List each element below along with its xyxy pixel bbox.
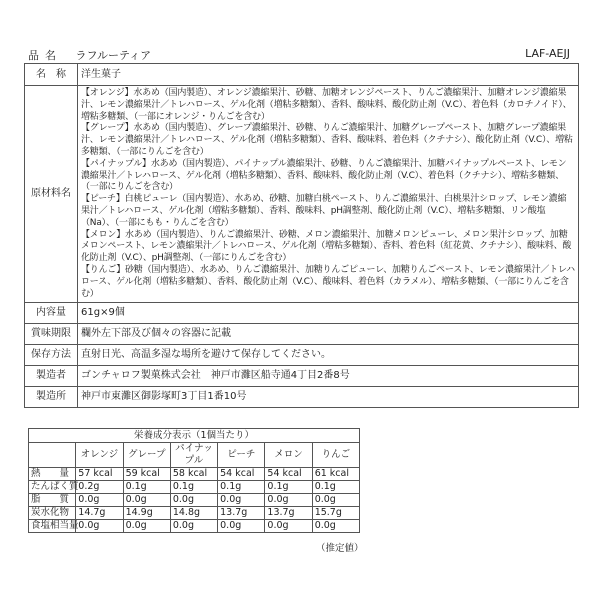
nutrition-col-orange: オレンジ [76, 443, 123, 468]
storage-label: 保存方法 [25, 345, 78, 366]
nutrition-cell: 0.2g [76, 481, 123, 494]
product-name-label: 品名 [28, 49, 62, 62]
nutrition-col-melon: メロン [265, 443, 312, 468]
maker-label: 製造者 [25, 366, 78, 387]
spec-row-ingredients [25, 86, 579, 303]
spec-row-expiry [25, 324, 579, 345]
ingredients-orange: 【オレンジ】水あめ（国内製造）、オレンジ濃縮果汁、砂糖、加糖オレンジペースト、りんご濃縮果汁、加糖オレンジ濃縮果汁、レモン濃縮果汁／トレハロース、ゲル化剤（増粘多糖類）、香料、酸味料、酸化防止剤（V.C）、着色料（カロチノイド）、増粘多糖類、（一部にオレンジ・りんごを含む） [81, 88, 572, 122]
spec-table [24, 63, 579, 408]
nutrition-note: （推定値） [316, 543, 364, 554]
nutrition-cell: 14.9g [123, 507, 170, 520]
spec-row-maker [25, 366, 579, 387]
nutrition-cell: 0.0g [76, 494, 123, 507]
nutrition-row-carbs [29, 507, 360, 520]
expiry-label: 賞味期限 [25, 324, 78, 345]
ingredients-apple: 【りんご】砂糖（国内製造）、水あめ、りんご濃縮果汁、加糖りんごピューレ、加糖りんごペースト、レモン濃縮果汁／トレハロース、ゲル化剤（増粘多糖類）、香料、酸化防止剤（V.C）、酸味料、着色料（カラメル）、増粘多糖類、（一部にりんごを含む） [81, 264, 575, 299]
nutrition-cell: 54 kcal [265, 468, 312, 481]
nutrition-cell: 0.1g [218, 481, 265, 494]
maker-value: ゴンチャロフ製菓株式会社 神戸市灘区船寺通4丁目2番8号 [78, 366, 579, 387]
nutrition-cell: 57 kcal [76, 468, 123, 481]
product-code: LAF-AEJJ [525, 47, 570, 60]
nutrition-row-protein [29, 481, 360, 494]
ingredients-label: 原材料名 [25, 86, 78, 303]
spec-row-storage [25, 345, 579, 366]
nutrition-row-energy [29, 468, 360, 481]
nutrition-col-peach: ピーチ [218, 443, 265, 468]
plant-value: 神戸市東灘区御影塚町3丁目1番10号 [78, 387, 579, 408]
nutrition-cell: 54 kcal [218, 468, 265, 481]
ingredients-peach: 【ピーチ】白桃ピューレ（国内製造）、水あめ、砂糖、加糖白桃ペースト、りんご濃縮果汁、白桃果汁シロップ、レモン濃縮果汁／トレハロース、ゲル化剤（増粘多糖類）、香料、酸味料、pH調整剤、酸化防止剤（V.C）、増粘多糖類、リン酸塩（Na）、（一部にもも・りんごを含む） [81, 194, 567, 228]
nutrition-corner [29, 443, 76, 468]
product-header [28, 47, 151, 63]
nutrition-cell: 59 kcal [123, 468, 170, 481]
nutrition-title: 栄養成分表示（1個当たり） [29, 429, 360, 443]
nutrition-cell: 0.0g [265, 494, 312, 507]
nutrition-cell: 61 kcal [312, 468, 359, 481]
nutrition-cell: 58 kcal [170, 468, 217, 481]
nutrition-cell: 0.0g [170, 520, 217, 533]
spec-row-content [25, 303, 579, 324]
storage-value: 直射日光、高温多湿な場所を避けて保存してください。 [78, 345, 579, 366]
nutrition-cell: 0.1g [123, 481, 170, 494]
spec-row-plant [25, 387, 579, 408]
nutrition-cell: 14.8g [170, 507, 217, 520]
name-label: 名 称 [25, 64, 78, 86]
nutrition-table [28, 428, 360, 533]
name-value: 洋生菓子 [78, 64, 579, 86]
nutrition-cell: 0.0g [312, 520, 359, 533]
ingredients-grape: 【グレープ】水あめ（国内製造）、グレープ濃縮果汁、砂糖、りんご濃縮果汁、加糖グレープペースト、加糖グレープ濃縮果汁、レモン濃縮果汁／トレハロース、ゲル化剤（増粘多糖類）、香料、酸味料、着色料（クチナシ）、酸化防止剤（V.C）、増粘多糖類、（一部にりんごを含む） [81, 123, 573, 157]
nutrition-cell: 0.0g [170, 494, 217, 507]
expiry-value: 欄外左下部及び個々の容器に記載 [78, 324, 579, 345]
nutrition-cell: 0.0g [76, 520, 123, 533]
ingredients-value [78, 86, 579, 303]
nutrition-cell: 0.0g [218, 520, 265, 533]
content-value: 61g×9個 [78, 303, 579, 324]
product-name: ラフルーティア [75, 49, 152, 62]
nutrition-col-grape: グレープ [123, 443, 170, 468]
nutrition-row-salt [29, 520, 360, 533]
nutrition-cell: 0.1g [312, 481, 359, 494]
nutrition-row-label: たんぱく質 [29, 481, 76, 494]
plant-label: 製造所 [25, 387, 78, 408]
content-label: 内容量 [25, 303, 78, 324]
nutrition-cell: 14.7g [76, 507, 123, 520]
nutrition-cell: 0.0g [123, 494, 170, 507]
nutrition-row-label: 脂 質 [29, 494, 76, 507]
nutrition-cell: 0.0g [265, 520, 312, 533]
nutrition-cell: 13.7g [218, 507, 265, 520]
nutrition-cell: 0.0g [312, 494, 359, 507]
nutrition-cell: 0.0g [123, 520, 170, 533]
ingredients-pineapple: 【パイナップル】水あめ（国内製造）、パイナップル濃縮果汁、砂糖、りんご濃縮果汁、加糖パイナップルペースト、レモン濃縮果汁／トレハロース、ゲル化剤（増粘多糖類）、香料、酸味料、酸化防止剤（V.C）、着色料（クチナシ）、増粘多糖類、（一部にりんごを含む） [81, 158, 567, 193]
nutrition-col-apple: りんご [312, 443, 359, 468]
nutrition-row-label: 食塩相当量 [29, 520, 76, 533]
ingredients-melon: 【メロン】水あめ（国内製造）、りんご濃縮果汁、砂糖、メロン濃縮果汁、加糖メロンピューレ、メロン果汁シロップ、加糖メロンペースト、レモン濃縮果汁／トレハロース、ゲル化剤（増粘多糖類）、香料、着色料（紅花黄、クチナシ）、酸味料、酸化防止剤（V.C）、pH調整剤、（一部にりんごを含む） [81, 229, 572, 264]
nutrition-row-label: 熱 量 [29, 468, 76, 481]
nutrition-cell: 0.1g [170, 481, 217, 494]
spec-row-name [25, 64, 579, 86]
nutrition-header-row [29, 443, 360, 468]
nutrition-col-pineapple: パイナップル [170, 443, 217, 468]
nutrition-cell: 0.1g [265, 481, 312, 494]
nutrition-cell: 13.7g [265, 507, 312, 520]
nutrition-row-label: 炭水化物 [29, 507, 76, 520]
nutrition-cell: 15.7g [312, 507, 359, 520]
nutrition-row-fat [29, 494, 360, 507]
nutrition-cell: 0.0g [218, 494, 265, 507]
